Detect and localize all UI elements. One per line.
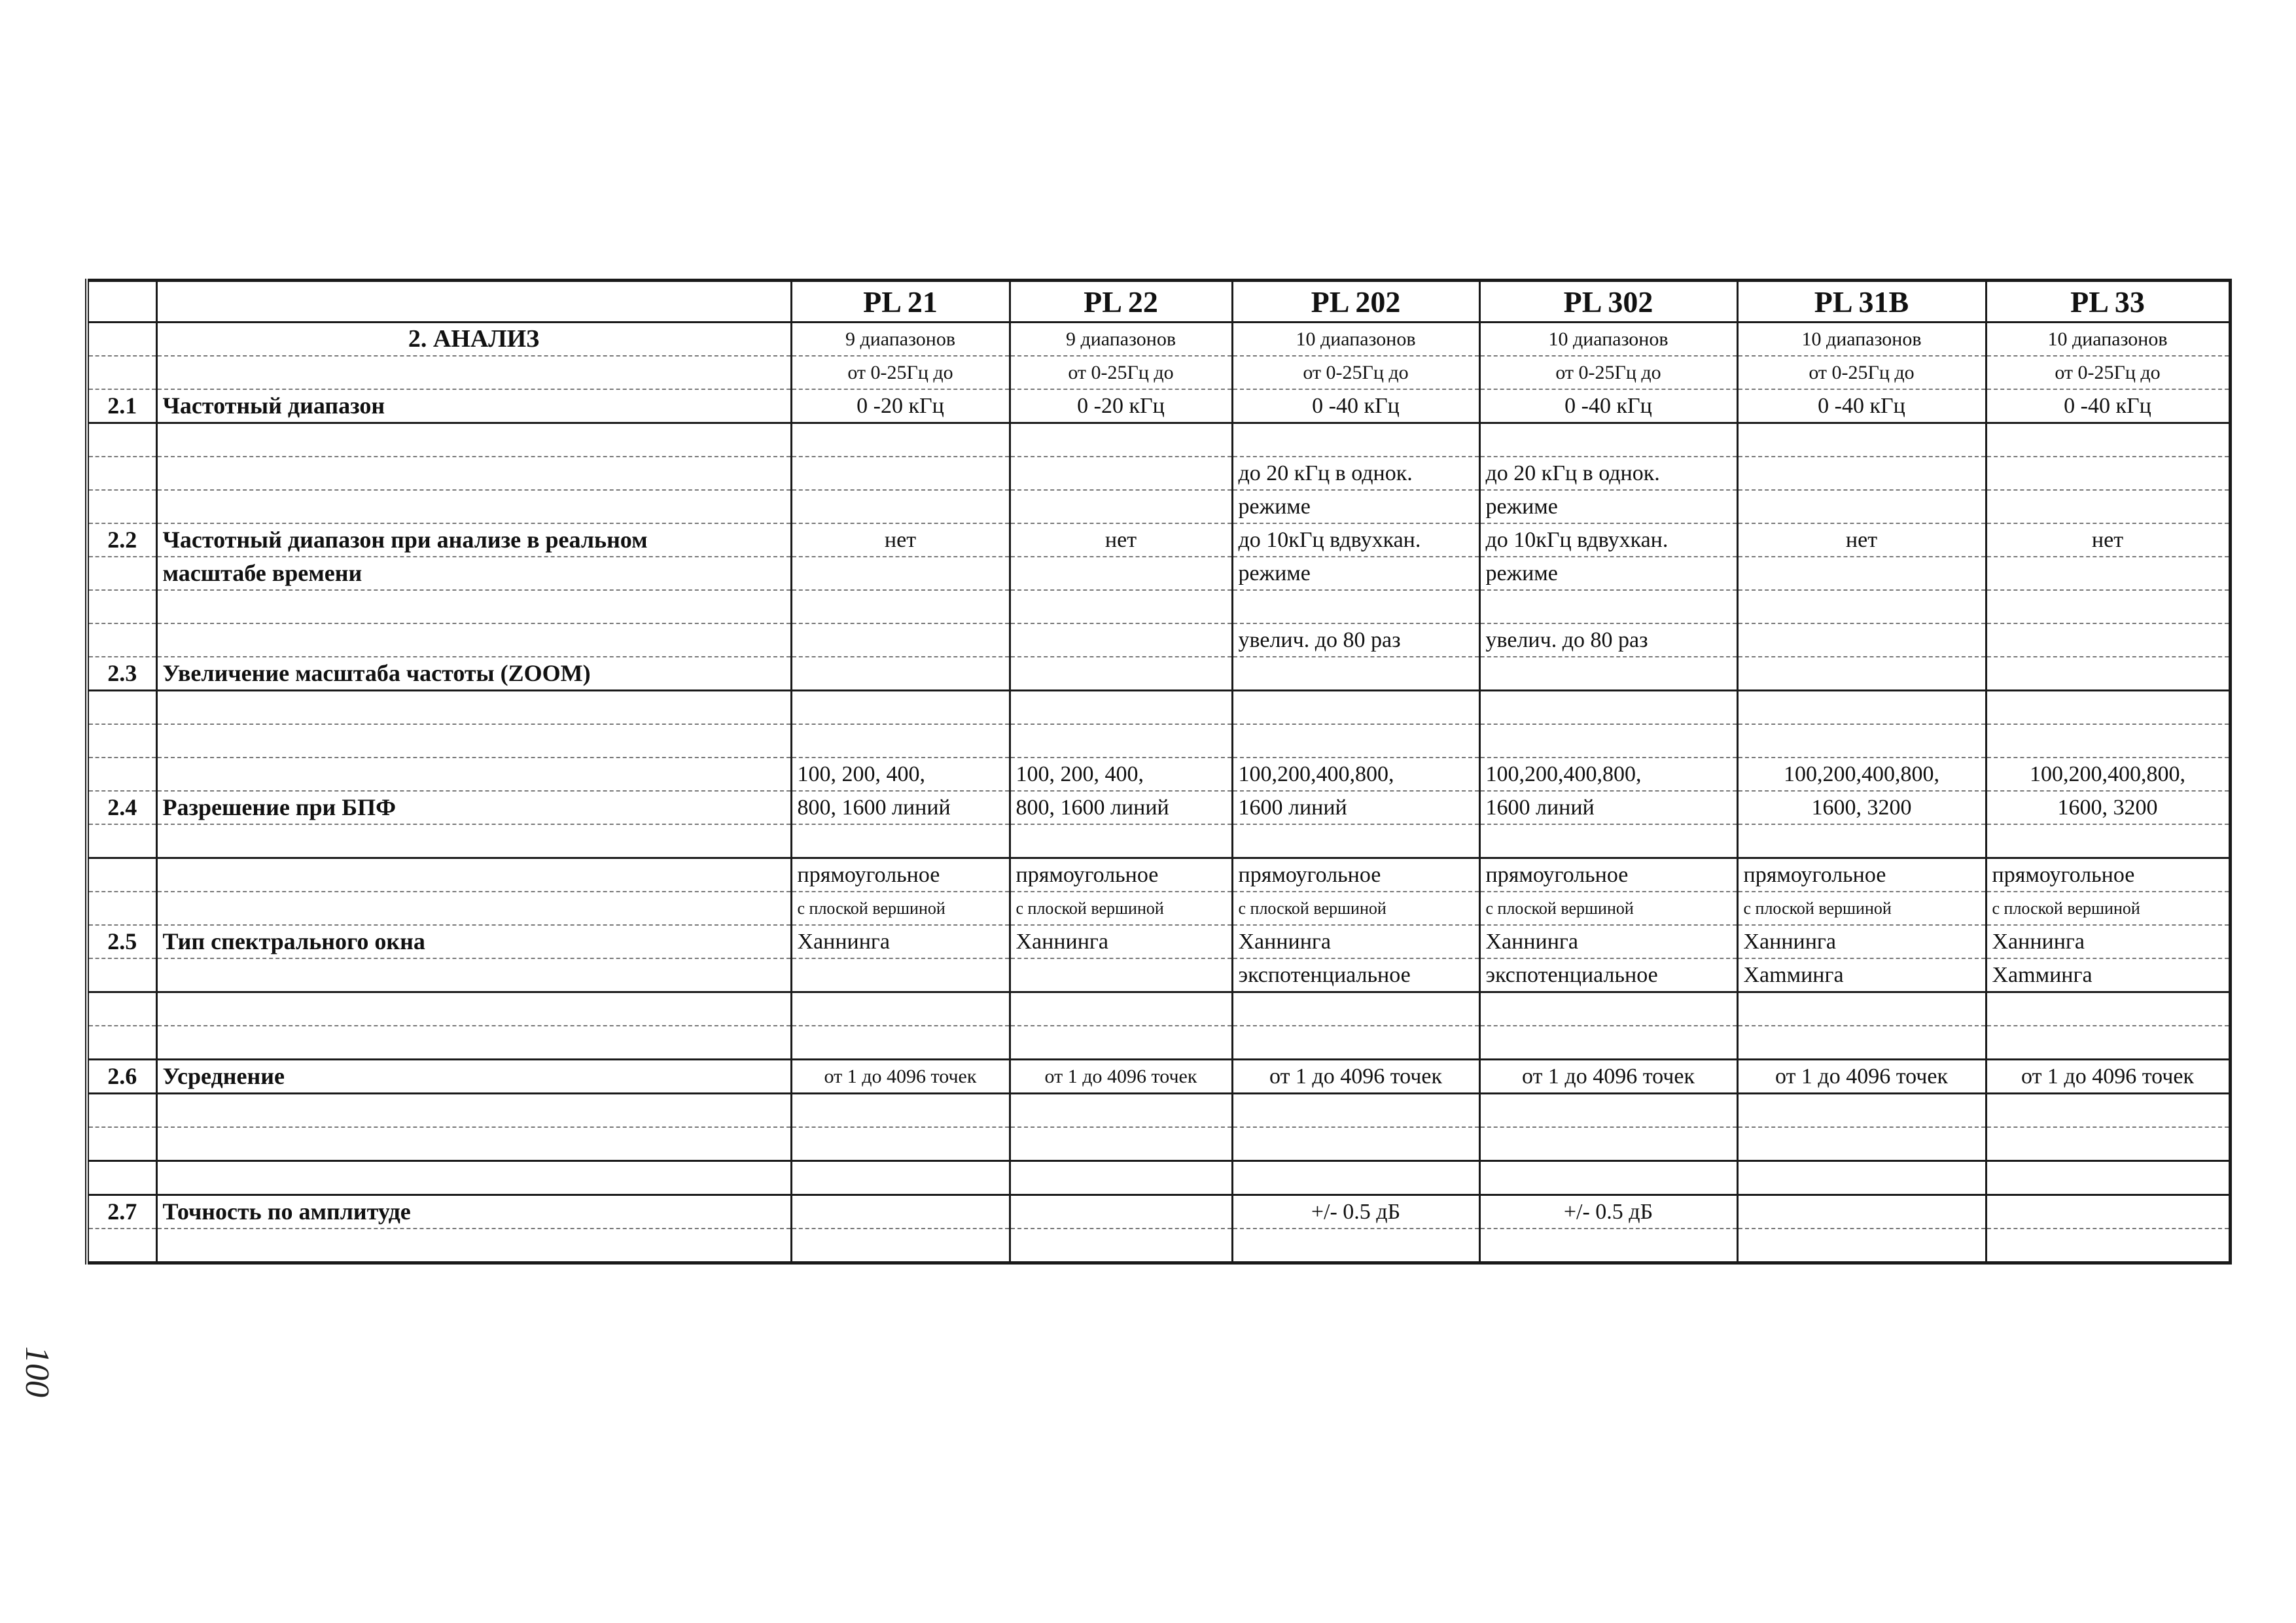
spec-cell: [1737, 623, 1986, 657]
parameter-name: Частотный диапазон при анализе в реальном: [156, 523, 791, 557]
parameter-name: [156, 992, 791, 1026]
spec-cell: [1737, 1229, 1986, 1263]
row-number: [87, 1094, 156, 1128]
parameter-name: Тип спектрального окна: [156, 925, 791, 958]
spec-cell: [1010, 657, 1232, 691]
spec-cell: [791, 1195, 1010, 1229]
spec-cell: 800, 1600 линий: [1010, 791, 1232, 824]
header-num-cell: [87, 281, 156, 323]
parameter-name: [156, 623, 791, 657]
spec-cell: [1986, 490, 2230, 523]
parameter-name: [156, 490, 791, 523]
table-row: [87, 791, 2230, 824]
table-row: [87, 892, 2230, 925]
spec-cell: [1232, 724, 1479, 758]
spec-cell: [1010, 1161, 1232, 1195]
spec-cell: [1986, 423, 2230, 457]
spec-cell: 10 диапазонов: [1479, 323, 1737, 357]
spec-cell: от 1 до 4096 точек: [791, 1060, 1010, 1094]
row-number: [87, 724, 156, 758]
spec-cell: [1737, 1026, 1986, 1060]
spec-cell: +/- 0.5 дБ: [1479, 1195, 1737, 1229]
row-number: [87, 623, 156, 657]
row-number: 2.2: [87, 523, 156, 557]
spec-cell: [1010, 590, 1232, 623]
spec-cell: с плоской вершиной: [791, 892, 1010, 925]
spec-cell: [1737, 657, 1986, 691]
spec-cell: [791, 457, 1010, 490]
spec-cell: [791, 724, 1010, 758]
table-row: [87, 1195, 2230, 1229]
spec-cell: 0 -40 кГц: [1986, 389, 2230, 423]
parameter-name: Частотный диапазон: [156, 389, 791, 423]
spec-cell: 1600 линий: [1232, 791, 1479, 824]
table-row: [87, 1161, 2230, 1195]
row-number: [87, 490, 156, 523]
spec-cell: 10 диапазонов: [1737, 323, 1986, 357]
table-row: [87, 423, 2230, 457]
row-number: 2.3: [87, 657, 156, 691]
spec-cell: 1600, 3200: [1737, 791, 1986, 824]
spec-cell: [1479, 590, 1737, 623]
spec-cell: [791, 623, 1010, 657]
spec-cell: с плоской вершиной: [1737, 892, 1986, 925]
table-row: [87, 657, 2230, 691]
spec-cell: [791, 691, 1010, 725]
model-header: PL 31B: [1737, 281, 1986, 323]
parameter-name: [156, 824, 791, 858]
table-row: [87, 1127, 2230, 1161]
spec-cell: [791, 1026, 1010, 1060]
model-header: PL 302: [1479, 281, 1737, 323]
parameter-name: Точность по амплитуде: [156, 1195, 791, 1229]
spec-cell: [791, 557, 1010, 590]
spec-cell: [1010, 490, 1232, 523]
spec-cell: [1737, 1094, 1986, 1128]
spec-cell: [1010, 1127, 1232, 1161]
spec-cell: [1737, 824, 1986, 858]
spec-cell: с плоской вершиной: [1010, 892, 1232, 925]
spec-cell: Ханнинга: [1010, 925, 1232, 958]
page-number: 100: [18, 1346, 56, 1397]
spec-cell: 0 -20 кГц: [1010, 389, 1232, 423]
spec-cell: 9 диапазонов: [1010, 323, 1232, 357]
spec-cell: [1010, 1026, 1232, 1060]
spec-cell: [1479, 423, 1737, 457]
spec-cell: [791, 1127, 1010, 1161]
spec-cell: [791, 1161, 1010, 1195]
parameter-name: [156, 858, 791, 892]
spec-cell: [1986, 590, 2230, 623]
spec-cell: [1986, 1026, 2230, 1060]
spec-cell: 0 -40 кГц: [1232, 389, 1479, 423]
spec-cell: [1479, 724, 1737, 758]
spec-cell: [1232, 1127, 1479, 1161]
spec-cell: [1986, 691, 2230, 725]
spec-cell: с плоской вершиной: [1479, 892, 1737, 925]
parameter-name: [156, 356, 791, 389]
spec-cell: [1986, 557, 2230, 590]
table-row: [87, 925, 2230, 958]
table-row: [87, 623, 2230, 657]
spec-cell: [1737, 457, 1986, 490]
spec-cell: [1986, 992, 2230, 1026]
spec-cell: прямоугольное: [1986, 858, 2230, 892]
spec-cell: 100,200,400,800,: [1232, 758, 1479, 791]
spec-cell: [1986, 657, 2230, 691]
spec-cell: Ханнинга: [791, 925, 1010, 958]
row-number: [87, 992, 156, 1026]
spec-cell: [1986, 824, 2230, 858]
spec-cell: [1986, 1094, 2230, 1128]
spec-cell: 800, 1600 линий: [791, 791, 1010, 824]
table-row: [87, 356, 2230, 389]
table-row: [87, 824, 2230, 858]
spec-cell: [1232, 992, 1479, 1026]
spec-cell: [791, 958, 1010, 992]
table-row: [87, 523, 2230, 557]
parameter-name: Увеличение масштаба частоты (ZOOM): [156, 657, 791, 691]
spec-cell: с плоской вершиной: [1232, 892, 1479, 925]
spec-cell: нет: [1986, 523, 2230, 557]
spec-cell: [1737, 557, 1986, 590]
spec-cell: от 0-25Гц до: [1010, 356, 1232, 389]
parameter-name: Усреднение: [156, 1060, 791, 1094]
spec-cell: от 0-25Гц до: [1986, 356, 2230, 389]
parameter-name: [156, 457, 791, 490]
spec-cell: 10 диапазонов: [1986, 323, 2230, 357]
spec-cell: с плоской вершиной: [1986, 892, 2230, 925]
spec-cell: прямоугольное: [1737, 858, 1986, 892]
spec-cell: 100,200,400,800,: [1479, 758, 1737, 791]
header-name-cell: [156, 281, 791, 323]
spec-cell: [1479, 1229, 1737, 1263]
row-number: [87, 1026, 156, 1060]
row-number: 2.1: [87, 389, 156, 423]
spec-cell: Хamминга: [1986, 958, 2230, 992]
spec-cell: Хamминга: [1737, 958, 1986, 992]
parameter-name: [156, 958, 791, 992]
table-row: [87, 992, 2230, 1026]
spec-cell: [1232, 1161, 1479, 1195]
spec-cell: от 1 до 4096 точек: [1986, 1060, 2230, 1094]
spec-cell: [1010, 824, 1232, 858]
spec-cell: нет: [1010, 523, 1232, 557]
table-row: [87, 691, 2230, 725]
parameter-name: [156, 758, 791, 791]
spec-cell: режиме: [1232, 557, 1479, 590]
spec-cell: [1986, 623, 2230, 657]
spec-cell: [1479, 824, 1737, 858]
spec-cell: до 20 кГц в однок.: [1479, 457, 1737, 490]
row-number: 2.7: [87, 1195, 156, 1229]
spec-cell: 9 диапазонов: [791, 323, 1010, 357]
spec-cell: [1232, 590, 1479, 623]
spec-cell: [1737, 992, 1986, 1026]
spec-cell: [1232, 1229, 1479, 1263]
spec-cell: экспотенциальное: [1232, 958, 1479, 992]
spec-cell: [1737, 1161, 1986, 1195]
spec-cell: от 1 до 4096 точек: [1010, 1060, 1232, 1094]
parameter-name: [156, 1094, 791, 1128]
spec-cell: [1479, 1026, 1737, 1060]
spec-cell: [1010, 557, 1232, 590]
spec-cell: 0 -40 кГц: [1737, 389, 1986, 423]
table-row: [87, 457, 2230, 490]
model-header: PL 202: [1232, 281, 1479, 323]
spec-cell: прямоугольное: [1232, 858, 1479, 892]
spec-cell: [1986, 1127, 2230, 1161]
row-number: [87, 457, 156, 490]
spec-cell: [1737, 423, 1986, 457]
spec-cell: [1986, 1195, 2230, 1229]
section-title: 2. АНАЛИЗ: [156, 323, 791, 357]
spec-cell: от 0-25Гц до: [791, 356, 1010, 389]
table-row: [87, 758, 2230, 791]
row-number: [87, 423, 156, 457]
model-header: PL 21: [791, 281, 1010, 323]
spec-cell: [1010, 623, 1232, 657]
spec-cell: от 0-25Гц до: [1479, 356, 1737, 389]
spec-cell: до 10кГц вдвухкан.: [1479, 523, 1737, 557]
spec-cell: увелич. до 80 раз: [1479, 623, 1737, 657]
row-number: 2.6: [87, 1060, 156, 1094]
spec-cell: [1986, 457, 2230, 490]
spec-cell: от 1 до 4096 точек: [1737, 1060, 1986, 1094]
table-row: [87, 590, 2230, 623]
spec-cell: [1737, 691, 1986, 725]
spec-cell: режиме: [1479, 557, 1737, 590]
spec-cell: [1479, 1161, 1737, 1195]
spec-cell: 100,200,400,800,: [1737, 758, 1986, 791]
row-number: [87, 858, 156, 892]
table-row: [87, 1229, 2230, 1263]
model-header: PL 33: [1986, 281, 2230, 323]
spec-cell: [1737, 490, 1986, 523]
spec-cell: [1010, 457, 1232, 490]
row-number: [87, 824, 156, 858]
row-number: 2.5: [87, 925, 156, 958]
spec-cell: 100, 200, 400,: [791, 758, 1010, 791]
table-body: [87, 281, 2230, 1263]
spec-cell: [791, 992, 1010, 1026]
row-number: [87, 323, 156, 357]
row-number: [87, 356, 156, 389]
parameter-name: [156, 1127, 791, 1161]
spec-cell: [1737, 590, 1986, 623]
spec-cell: 1600 линий: [1479, 791, 1737, 824]
parameter-name: [156, 590, 791, 623]
spec-cell: [1010, 992, 1232, 1026]
spec-cell: 100, 200, 400,: [1010, 758, 1232, 791]
spec-cell: прямоугольное: [1010, 858, 1232, 892]
spec-cell: [1232, 423, 1479, 457]
spec-cell: [1479, 691, 1737, 725]
table-row: [87, 958, 2230, 992]
spec-cell: Ханнинга: [1737, 925, 1986, 958]
spec-cell: 100,200,400,800,: [1986, 758, 2230, 791]
parameter-name: Разрешение при БПФ: [156, 791, 791, 824]
spec-cell: [1232, 1026, 1479, 1060]
parameter-name: [156, 423, 791, 457]
spec-cell: прямоугольное: [791, 858, 1010, 892]
spec-cell: +/- 0.5 дБ: [1232, 1195, 1479, 1229]
parameter-name: масштабе времени: [156, 557, 791, 590]
spec-cell: [1010, 691, 1232, 725]
row-number: [87, 958, 156, 992]
table-row: [87, 389, 2230, 423]
spec-cell: 0 -40 кГц: [1479, 389, 1737, 423]
spec-cell: [791, 1094, 1010, 1128]
spec-cell: [1232, 1094, 1479, 1128]
spec-cell: [1232, 691, 1479, 725]
row-number: [87, 892, 156, 925]
table-row: [87, 1026, 2230, 1060]
spec-cell: [791, 657, 1010, 691]
spec-cell: [791, 1229, 1010, 1263]
spec-cell: Ханнинга: [1479, 925, 1737, 958]
spec-cell: [1737, 1195, 1986, 1229]
spec-cell: [1737, 724, 1986, 758]
spec-cell: режиме: [1232, 490, 1479, 523]
spec-cell: от 0-25Гц до: [1232, 356, 1479, 389]
spec-cell: 10 диапазонов: [1232, 323, 1479, 357]
spec-cell: [1737, 1127, 1986, 1161]
spec-cell: [791, 490, 1010, 523]
spec-cell: от 1 до 4096 точек: [1479, 1060, 1737, 1094]
row-number: [87, 1229, 156, 1263]
table-row: [87, 490, 2230, 523]
spec-cell: нет: [1737, 523, 1986, 557]
spec-cell: до 20 кГц в однок.: [1232, 457, 1479, 490]
spec-cell: [1479, 657, 1737, 691]
spec-cell: нет: [791, 523, 1010, 557]
table-row: [87, 323, 2230, 357]
spec-cell: [791, 824, 1010, 858]
spec-cell: [1479, 1127, 1737, 1161]
spec-cell: [1010, 958, 1232, 992]
spec-cell: прямоугольное: [1479, 858, 1737, 892]
spec-cell: [1479, 992, 1737, 1026]
parameter-name: [156, 724, 791, 758]
spec-cell: [1232, 824, 1479, 858]
parameter-name: [156, 691, 791, 725]
row-number: [87, 758, 156, 791]
spec-cell: [1010, 724, 1232, 758]
spec-cell: режиме: [1479, 490, 1737, 523]
spec-cell: 0 -20 кГц: [791, 389, 1010, 423]
row-number: [87, 557, 156, 590]
spec-cell: [1010, 1229, 1232, 1263]
spec-cell: [1479, 1094, 1737, 1128]
table-row: [87, 858, 2230, 892]
spec-cell: Ханнинга: [1232, 925, 1479, 958]
row-number: [87, 1127, 156, 1161]
row-number: [87, 691, 156, 725]
spec-cell: Ханнинга: [1986, 925, 2230, 958]
parameter-name: [156, 1161, 791, 1195]
parameter-name: [156, 892, 791, 925]
spec-cell: [1010, 1094, 1232, 1128]
spec-cell: [1986, 1161, 2230, 1195]
spec-cell: от 0-25Гц до: [1737, 356, 1986, 389]
spec-cell: до 10кГц вдвухкан.: [1232, 523, 1479, 557]
model-header: PL 22: [1010, 281, 1232, 323]
table-row: [87, 1060, 2230, 1094]
table-row: [87, 1094, 2230, 1128]
spec-cell: [1232, 657, 1479, 691]
spec-cell: от 1 до 4096 точек: [1232, 1060, 1479, 1094]
table-row: [87, 557, 2230, 590]
spec-cell: [1010, 1195, 1232, 1229]
spec-cell: экспотенциальное: [1479, 958, 1737, 992]
table-row: [87, 724, 2230, 758]
spec-cell: увелич. до 80 раз: [1232, 623, 1479, 657]
spec-cell: [791, 590, 1010, 623]
spec-cell: [1986, 724, 2230, 758]
spec-cell: 1600, 3200: [1986, 791, 2230, 824]
spec-cell: [791, 423, 1010, 457]
parameter-name: [156, 1229, 791, 1263]
spec-table: [85, 279, 2232, 1265]
spec-cell: [1986, 1229, 2230, 1263]
model-header-row: [87, 281, 2230, 323]
parameter-name: [156, 1026, 791, 1060]
row-number: [87, 590, 156, 623]
row-number: [87, 1161, 156, 1195]
spec-cell: [1010, 423, 1232, 457]
row-number: 2.4: [87, 791, 156, 824]
